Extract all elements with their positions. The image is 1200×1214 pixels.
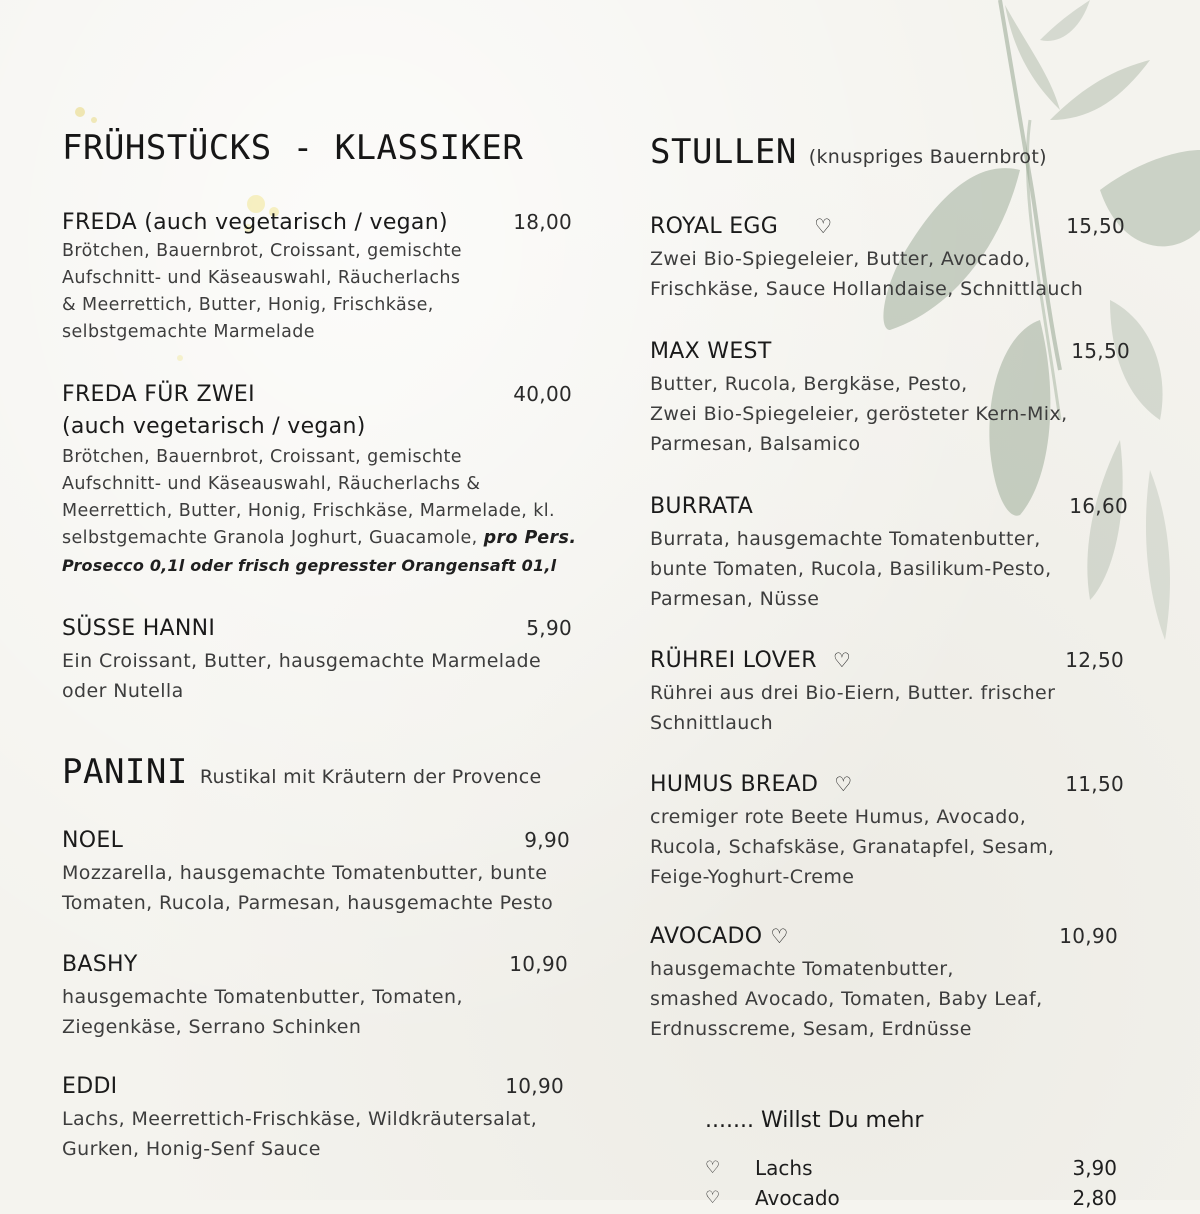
item-price: 12,50 [1065, 648, 1124, 672]
heart-icon: ♡ [705, 1188, 721, 1208]
extra-label: Lachs [755, 1156, 813, 1180]
extra-item-avocado [705, 1186, 1117, 1214]
item-name: FREDA FÜR ZWEI [62, 382, 255, 407]
item-name: MAX WEST [650, 339, 772, 364]
item-name: HUMUS BREAD ♡ [650, 772, 853, 797]
note-inline: pro Pers. [483, 528, 577, 548]
section-title-stullen: STULLEN (knuspriges Bauernbrot) [650, 132, 1047, 172]
item-price: 11,50 [1065, 772, 1124, 796]
heart-icon: ♡ [770, 924, 789, 948]
heart-icon: ♡ [834, 772, 853, 796]
item-price: 10,90 [509, 952, 568, 976]
item-description: Rührei aus drei Bio-Eiern, Butter. frischer Schnittlauch [650, 682, 1056, 734]
section-title-panini: PANINI Rustikal mit Kräutern der Provence [62, 752, 542, 792]
item-price: 16,60 [1069, 494, 1128, 518]
item-description: Brötchen, Bauernbrot, Croissant, gemischte Aufschnitt- und Käseauswahl, Räucherlachs & Meerrettich, Butter, Honig, Frischkäse, selbstgemachte Marmelade [62, 241, 462, 342]
extras-title: ....... Willst Du mehr [705, 1108, 924, 1133]
item-description: Mozzarella, hausgemachte Tomatenbutter, bunte Tomaten, Rucola, Parmesan, hausgemachte Pesto [62, 862, 554, 914]
item-name: RÜHREI LOVER ♡ [650, 648, 852, 673]
item-price: 40,00 [513, 382, 572, 406]
item-description: Lachs, Meerrettich-Frischkäse, Wildkräutersalat, Gurken, Honig-Senf Sauce [62, 1108, 538, 1160]
item-name: BASHY [62, 952, 138, 977]
item-description: Brötchen, Bauernbrot, Croissant, gemischte Aufschnitt- und Käseauswahl, Räucherlachs & Meerrettich, Butter, Honig, Frischkäse, Marmelade, kl. selbstgemachte Granola Joghurt, Guacamole, pro Pers. Prosecco 0,1l oder frisch gepresster Orangensaft 01,l [62, 444, 592, 579]
item-description: cremiger rote Beete Humus, Avocado, Rucola, Schafskäse, Granatapfel, Sesam, Feige-Yoghurt-Creme [650, 806, 1055, 888]
item-name: BURRATA [650, 494, 754, 519]
section-subtitle: (knuspriges Bauernbrot) [808, 146, 1047, 168]
item-price: 10,90 [1059, 924, 1118, 948]
item-name: FREDA (auch vegetarisch / vegan) [62, 210, 448, 235]
heart-icon: ♡ [705, 1158, 721, 1178]
item-description: Burrata, hausgemachte Tomatenbutter, bunte Tomaten, Rucola, Basilikum-Pesto, Parmesan, Nüsse [650, 528, 1052, 610]
item-note: Prosecco 0,1l oder frisch gepresster Orangensaft 01,l [62, 556, 557, 575]
item-name: SÜSSE HANNI [62, 616, 216, 641]
heart-icon: ♡ [814, 214, 833, 238]
item-name: NOEL [62, 828, 124, 853]
extra-price: 3,90 [1072, 1156, 1117, 1180]
item-name: EDDI [62, 1074, 118, 1099]
item-description: Butter, Rucola, Bergkäse, Pesto, Zwei Bio-Spiegeleier, gerösteter Kern-Mix, Parmesan, Balsamico [650, 373, 1068, 455]
heart-icon: ♡ [832, 648, 852, 672]
section-title-fruehstueck: FRÜHSTÜCKS - KLASSIKER [62, 128, 524, 168]
item-price: 10,90 [505, 1074, 564, 1098]
item-price: 9,90 [524, 828, 570, 852]
item-description: hausgemachte Tomatenbutter, smashed Avocado, Tomaten, Baby Leaf, Erdnusscreme, Sesam, Erdnüsse [650, 958, 1043, 1040]
item-description: Ein Croissant, Butter, hausgemachte Marmelade oder Nutella [62, 650, 542, 702]
item-description: Zwei Bio-Spiegeleier, Butter, Avocado, Frischkäse, Sauce Hollandaise, Schnittlauch [650, 248, 1084, 300]
item-name: AVOCADO ♡ [650, 924, 789, 949]
section-subtitle: Rustikal mit Kräutern der Provence [199, 766, 542, 788]
item-price: 15,50 [1071, 339, 1130, 363]
item-description: hausgemachte Tomatenbutter, Tomaten, Ziegenkäse, Serrano Schinken [62, 986, 463, 1038]
item-name-line-2: (auch vegetarisch / vegan) [62, 414, 366, 439]
extra-item-lachs [705, 1156, 1117, 1184]
item-price: 5,90 [526, 616, 572, 640]
item-name: ROYAL EGG ♡ [650, 214, 833, 239]
item-price: 18,00 [513, 210, 572, 234]
extra-label: Avocado [755, 1186, 840, 1210]
extra-price: 2,80 [1072, 1186, 1117, 1210]
item-price: 15,50 [1066, 214, 1125, 238]
